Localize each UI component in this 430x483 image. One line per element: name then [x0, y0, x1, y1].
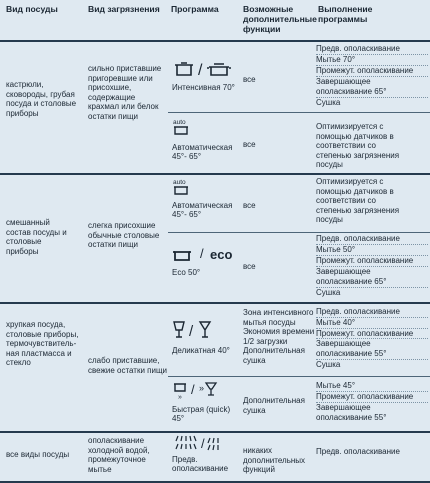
- program-label: Быстрая (quick) 45°: [172, 405, 231, 423]
- execution-steps: [316, 307, 428, 370]
- options-cell: все: [243, 75, 256, 84]
- execution-steps: [316, 447, 428, 457]
- row-divider: [0, 173, 430, 175]
- step-item: Завершающее ополаскивание 55°: [316, 403, 387, 422]
- header-soil-type: Вид загрязнения: [88, 4, 160, 14]
- step-item: Завершающее ополаскивание 65°: [316, 77, 428, 98]
- row-divider: [0, 302, 430, 304]
- step-item: Промежут. ополаскивание: [316, 66, 428, 77]
- program-label: Eco 50°: [172, 268, 201, 277]
- program-label: Автоматическая 45°- 65°: [172, 201, 233, 219]
- row-divider: [0, 431, 430, 433]
- header-program: Программа: [171, 4, 219, 14]
- glass-icon: [172, 320, 216, 340]
- options-cell: Зона интенсивного мытья посуды Экономия времени 1/2 загрузки Дополнительная сушка: [243, 308, 315, 365]
- soil-type-cell: слабо приставшие, свежие остатки пищи: [88, 356, 168, 375]
- soil-type-cell: сильно приставшие пригоревшие или присохшие, содержащие крахмал или белок остатки пищи: [88, 64, 162, 121]
- options-cell: никаких дополнительных функций: [243, 446, 306, 475]
- step-item: Мытье 50°: [316, 245, 428, 256]
- step-item: Предв. ополаскивание: [316, 44, 428, 55]
- dish-type-cell: хрупкая посуда, столовые приборы, термочувствительная пластмасса и стекло: [6, 320, 79, 368]
- svg-text:/: /: [198, 62, 203, 79]
- program-divider: [168, 376, 430, 377]
- table-header: [0, 0, 430, 40]
- svg-text:/: /: [201, 436, 205, 451]
- program-divider: [168, 232, 430, 233]
- pot-eco-icon: [172, 246, 196, 264]
- program-label: Деликатная 40°: [172, 346, 230, 355]
- eco-text: eco: [210, 247, 233, 262]
- program-label: Автоматическая 45°- 65°: [172, 143, 233, 161]
- step-item: Завершающее ополаскивание 65°: [316, 267, 428, 288]
- options-cell: все: [243, 201, 256, 210]
- svg-text:auto: auto: [173, 179, 186, 186]
- step-item: Предв. ополаскивание: [316, 307, 428, 318]
- soil-type-cell: слегка присохшие обычные столовые остатки пищи: [88, 221, 160, 250]
- execution-steps: [316, 44, 428, 108]
- step-item: Мытье 45°: [316, 381, 428, 392]
- step-item: Сушка: [316, 98, 341, 107]
- row-divider: [0, 40, 430, 42]
- svg-text:auto: auto: [173, 119, 186, 126]
- execution-steps: [316, 381, 428, 423]
- step-item: Сушка: [316, 359, 341, 369]
- step-item: Промежут. ополаскивание: [316, 392, 428, 403]
- options-cell: все: [243, 262, 256, 271]
- program-divider: [168, 112, 430, 113]
- svg-text:»: »: [178, 394, 182, 400]
- dish-type-cell: все виды посуды: [6, 450, 70, 459]
- header-options: Возможные дополнительные функции: [243, 4, 317, 34]
- step-item: Завершающее ополаскивание 55°: [316, 339, 428, 360]
- dish-type-cell: смешанный состав посуды и столовые приборы: [6, 218, 67, 256]
- auto-icon: [172, 117, 190, 137]
- step-item: Предв. ополаскивание: [316, 234, 428, 245]
- quick-icon: [172, 380, 222, 400]
- options-cell: Дополнительная сушка: [243, 396, 305, 415]
- step-item: Промежут. ополаскивание: [316, 329, 428, 340]
- dish-type-cell: кастрюли, сковороды, грубая посуда и столовые приборы: [6, 80, 77, 118]
- program-label: Интенсивная 70°: [172, 83, 235, 92]
- step-item: Мытье 70°: [316, 55, 428, 66]
- header-dish-type: Вид посуды: [6, 4, 58, 14]
- program-label: Предв. ополаскивание: [172, 455, 229, 473]
- step-item: Оптимизируется с помощью датчиков в соответствии со степенью загрязнения посуды: [316, 122, 400, 170]
- step-item: Предв. ополаскивание: [316, 447, 400, 456]
- step-item: Оптимизируется с помощью датчиков в соответствии со степенью загрязнения посуды: [316, 177, 400, 225]
- soil-type-cell: ополаскивание холодной водой, промежуточное мытье: [88, 436, 150, 474]
- execution-steps: [316, 122, 428, 170]
- options-cell: все: [243, 140, 256, 149]
- header-execution: Выполнение программы: [318, 4, 373, 24]
- step-item: Мытье 40°: [316, 318, 428, 329]
- eco-icon: [172, 246, 242, 264]
- svg-text:/: /: [189, 323, 194, 340]
- execution-steps: [316, 177, 428, 225]
- slash-icon: /: [200, 246, 204, 261]
- rinse-icon: [174, 434, 222, 452]
- auto-icon: [172, 177, 190, 197]
- step-item: Сушка: [316, 288, 341, 297]
- svg-text:»: »: [199, 383, 205, 393]
- step-item: Промежут. ополаскивание: [316, 256, 428, 267]
- pot-icon: [172, 58, 232, 80]
- execution-steps: [316, 234, 428, 298]
- svg-text:/: /: [191, 382, 195, 397]
